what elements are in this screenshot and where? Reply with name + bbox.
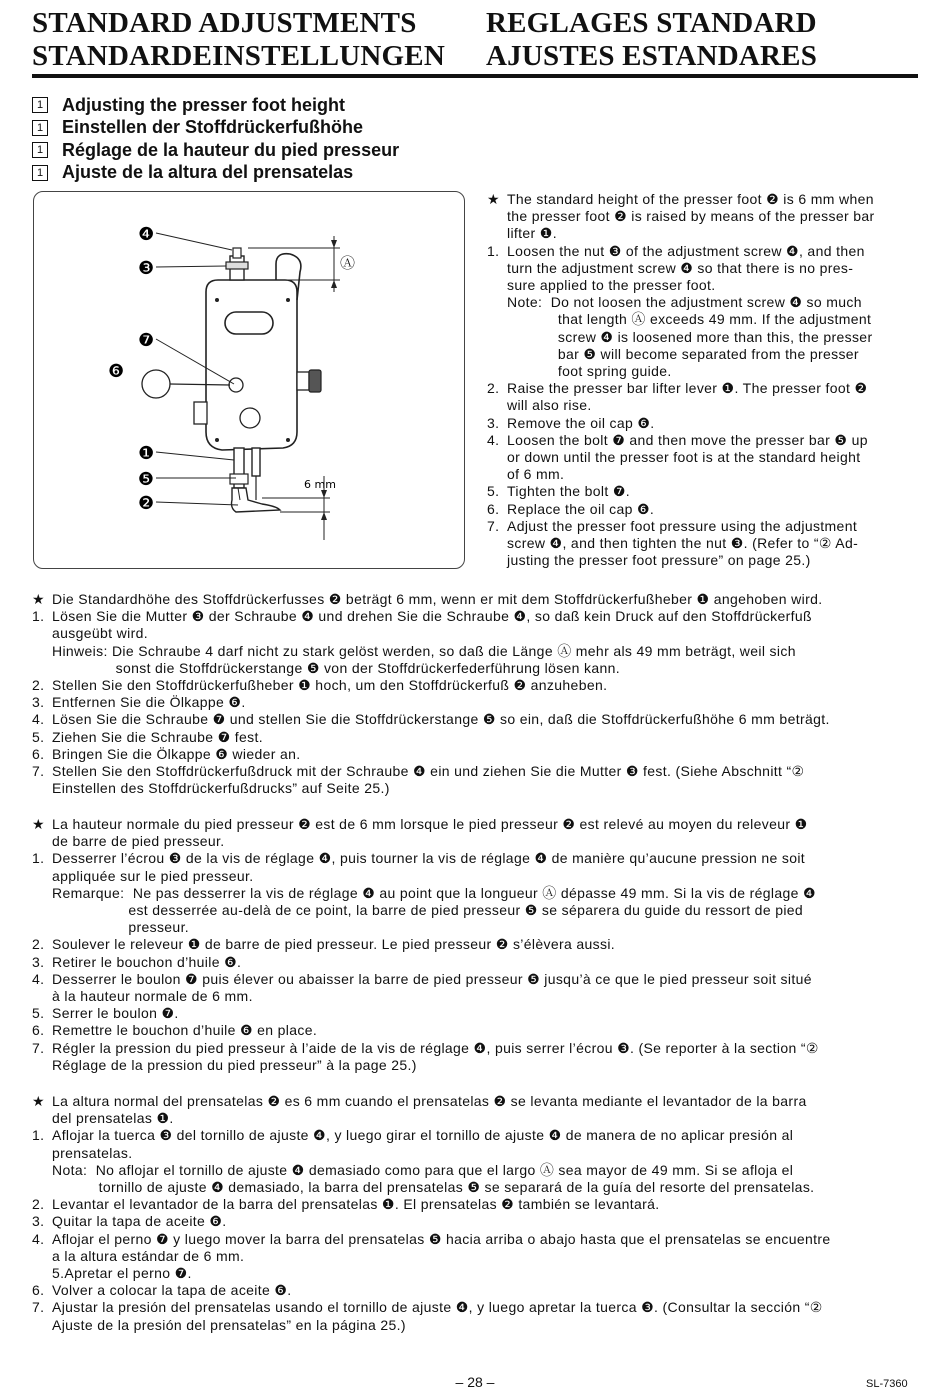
instruction-text: Bringen Sie die Ölkappe ❻ wieder an. bbox=[52, 745, 301, 762]
instruction-line bbox=[32, 711, 932, 728]
instruction-line bbox=[32, 694, 932, 711]
title-fr: Réglage de la hauteur du pied presseur bbox=[62, 139, 400, 160]
instruction-line bbox=[32, 1057, 932, 1074]
instruction-text: Loosen the nut ❸ of the adjustment screw ❹, and then bbox=[507, 242, 865, 259]
instruction-line bbox=[32, 591, 932, 608]
instruction-text: Lösen Sie die Mutter ❸ der Schraube ❹ und drehen Sie die Schraube ❹, so daß kein Druck auf den Stoffdrückerfuß bbox=[52, 608, 812, 625]
step-marker: 3. bbox=[32, 694, 45, 711]
instruction-line bbox=[487, 243, 927, 260]
instruction-line bbox=[32, 936, 932, 953]
step-marker: 5. bbox=[32, 1005, 45, 1022]
instruction-line bbox=[32, 643, 932, 660]
instruction-text: Stellen Sie den Stoffdrückerfußdruck mit der Schraube ❹ ein und ziehen Sie die Mutter ❸ fest. (Siehe Abschnitt “② bbox=[52, 763, 805, 780]
instruction-text: Réglage de la pression du pied presseur” à la page 25.) bbox=[52, 1056, 417, 1073]
instruction-text: prensatelas. bbox=[52, 1144, 133, 1161]
step-marker: 4. bbox=[32, 1230, 45, 1247]
section-number-box: 1 bbox=[32, 120, 48, 136]
instruction-text: Stellen Sie den Stoffdrückerfußheber ❶ hoch, um den Stoffdrückerfuß ❷ anzuheben. bbox=[52, 677, 608, 694]
instruction-text: Aflojar el perno ❼ y luego mover la barra del prensatelas ❺ hacia arriba o abajo hasta que el prensatelas se encuentre bbox=[52, 1230, 831, 1247]
step-marker: ★ bbox=[487, 191, 500, 207]
instruction-text: that length Ⓐ exceeds 49 mm. If the adjustment bbox=[507, 311, 872, 328]
dimension-6mm-label: 6 mm bbox=[304, 478, 336, 491]
instruction-text: Remarque: Ne pas desserrer la vis de réglage ❹ au point que la longueur Ⓐ dépasse 49 mm. Si la vis de réglage ❹ bbox=[52, 884, 816, 901]
title-en: Adjusting the presser foot height bbox=[62, 94, 346, 115]
step-marker: 1. bbox=[32, 850, 45, 867]
section-number-box: 1 bbox=[32, 97, 48, 113]
instruction-line bbox=[32, 868, 932, 885]
instruction-line bbox=[32, 1248, 932, 1265]
instruction-line bbox=[487, 501, 927, 518]
instruction-line bbox=[32, 885, 932, 902]
step-marker: ★ bbox=[32, 1093, 45, 1109]
instruction-text: screw ❹ is loosened more than this, the presser bbox=[507, 328, 873, 345]
step-marker: 2. bbox=[32, 677, 45, 694]
instruction-text: Ajustar la presión del prensatelas usando el tornillo de ajuste ❹, y luego apretar la tuerca ❸. (Consultar la sección “② bbox=[52, 1299, 823, 1316]
instruction-text: Quitar la tapa de aceite ❻. bbox=[52, 1213, 227, 1230]
instructions-spanish bbox=[32, 1093, 932, 1334]
instruction-text: Régler la pression du pied presseur à l’aide de la vis de réglage ❹, puis serrer l’écrou ❸. (Se reporter à la section “② bbox=[52, 1039, 819, 1056]
step-marker: 5. bbox=[487, 483, 500, 500]
instruction-line bbox=[32, 660, 932, 677]
instructions-english bbox=[487, 191, 927, 569]
instruction-text: Entfernen Sie die Ölkappe ❻. bbox=[52, 694, 246, 711]
step-marker: 3. bbox=[487, 414, 500, 431]
step-marker: 7. bbox=[32, 1039, 45, 1056]
title-es: Ajuste de la altura del prensatelas bbox=[62, 162, 354, 183]
instruction-line bbox=[487, 415, 927, 432]
instruction-line bbox=[487, 294, 927, 311]
step-marker: 4. bbox=[32, 711, 45, 728]
callout-1: ❶ bbox=[138, 443, 155, 464]
instruction-text: ausgeübt wird. bbox=[52, 625, 148, 642]
instruction-text: Aflojar la tuerca ❸ del tornillo de ajuste ❹, y luego girar el tornillo de ajuste ❹ de manera de no aplicar presión al bbox=[52, 1127, 794, 1144]
instruction-line bbox=[487, 483, 927, 500]
header-es: AJUSTES ESTANDARES bbox=[486, 40, 818, 72]
step-marker: 7. bbox=[32, 763, 45, 780]
instruction-line bbox=[487, 363, 927, 380]
section-number-box: 1 bbox=[32, 142, 48, 158]
instruction-line bbox=[32, 954, 932, 971]
instruction-text: Tighten the bolt ❼. bbox=[507, 483, 630, 500]
instruction-text: Retirer le bouchon d’huile ❻. bbox=[52, 953, 242, 970]
instruction-text: sonst die Stoffdrückerstange ❺ von der Stoffdrückerfederführung lösen kann. bbox=[52, 659, 621, 676]
callout-6: ❻ bbox=[108, 361, 125, 382]
step-marker: 7. bbox=[32, 1299, 45, 1316]
instruction-line bbox=[32, 1145, 932, 1162]
instruction-text: justing the presser foot pressure” on page 25.) bbox=[507, 552, 811, 569]
step-marker: 3. bbox=[32, 953, 45, 970]
instruction-text: appliquée sur le pied presseur. bbox=[52, 867, 254, 884]
instruction-text: Soulever le releveur ❶ de barre de pied presseur. Le pied presseur ❷ s’élèvera aussi. bbox=[52, 936, 616, 953]
instruction-line bbox=[32, 1127, 932, 1144]
step-marker: 6. bbox=[32, 1022, 45, 1039]
instruction-line bbox=[32, 1196, 932, 1213]
instructions-german bbox=[32, 591, 932, 797]
instruction-text: Desserrer l’écrou ❸ de la vis de réglage ❹, puis tourner la vis de réglage ❹ de manière qu’aucune pression ne soit bbox=[52, 850, 806, 867]
instruction-text: Hinweis: Die Schraube 4 darf nicht zu stark gelöst werden, so daß die Länge Ⓐ mehr als 49 mm beträgt, weil sich bbox=[52, 642, 796, 659]
instruction-line bbox=[32, 677, 932, 694]
instruction-text: Adjust the presser foot pressure using the adjustment bbox=[507, 517, 858, 534]
instruction-text: Remove the oil cap ❻. bbox=[507, 414, 655, 431]
instruction-line bbox=[32, 988, 932, 1005]
instruction-line bbox=[487, 225, 927, 242]
instruction-line bbox=[32, 902, 932, 919]
instruction-line bbox=[487, 535, 927, 552]
instruction-text: tornillo de ajuste ❹ demasiado, la barra del prensatelas ❺ se separará de la guía del resorte del prensatelas. bbox=[52, 1179, 815, 1196]
instruction-text: Nota: No aflojar el tornillo de ajuste ❹ demasiado como para que el largo Ⓐ sea mayor de 49 mm. Si se afloja el bbox=[52, 1161, 794, 1178]
step-marker: ★ bbox=[32, 591, 45, 607]
instruction-line bbox=[32, 971, 932, 988]
callout-5: ❺ bbox=[138, 469, 155, 490]
instruction-text: La hauteur normale du pied presseur ❷ est de 6 mm lorsque le pied presseur ❷ est relevé au moyen du releveur ❶ bbox=[52, 816, 808, 832]
instruction-text: Remettre le bouchon d’huile ❻ en place. bbox=[52, 1022, 318, 1039]
instruction-line bbox=[32, 608, 932, 625]
instruction-text: bar ❺ will become separated from the presser bbox=[507, 345, 859, 362]
header-fr: REGLAGES STANDARD bbox=[486, 7, 817, 39]
instruction-text: or down until the presser foot is at the standard height bbox=[507, 449, 861, 466]
step-marker: 2. bbox=[32, 936, 45, 953]
instruction-line bbox=[32, 780, 932, 797]
instruction-line bbox=[487, 432, 927, 449]
instruction-line bbox=[487, 346, 927, 363]
instruction-text: Ajuste de la presión del prensatelas” en la página 25.) bbox=[52, 1316, 406, 1333]
callout-2: ❷ bbox=[138, 493, 155, 514]
model-number: SL-7360 bbox=[866, 1378, 908, 1390]
instruction-line bbox=[32, 816, 932, 833]
instruction-text: sure applied to the presser foot. bbox=[507, 277, 716, 294]
instruction-line bbox=[32, 746, 932, 763]
callout-4: ❹ bbox=[138, 224, 155, 245]
instruction-text: Note: Do not loosen the adjustment screw ❹ so much bbox=[507, 294, 862, 311]
instruction-line bbox=[32, 1231, 932, 1248]
step-marker: 4. bbox=[32, 970, 45, 987]
instruction-line bbox=[32, 1022, 932, 1039]
instruction-line bbox=[487, 191, 927, 208]
instruction-text: Raise the presser bar lifter lever ❶. The presser foot ❷ bbox=[507, 380, 868, 397]
step-marker: 5. bbox=[32, 728, 45, 745]
header-de: STANDARDEINSTELLUNGEN bbox=[32, 40, 445, 72]
step-marker: 4. bbox=[487, 431, 500, 448]
step-marker: 2. bbox=[487, 380, 500, 397]
instructions-french bbox=[32, 816, 932, 1074]
instruction-line bbox=[32, 1005, 932, 1022]
step-marker: 1. bbox=[32, 1127, 45, 1144]
callout-7: ❼ bbox=[138, 330, 155, 351]
dimension-a-label: Ⓐ bbox=[340, 254, 356, 272]
instruction-text: Replace the oil cap ❻. bbox=[507, 500, 655, 517]
instruction-line bbox=[32, 625, 932, 642]
instruction-line bbox=[487, 518, 927, 535]
instruction-line bbox=[32, 1040, 932, 1057]
instruction-text: a la altura estándar de 6 mm. bbox=[52, 1247, 245, 1264]
instruction-text: Levantar el levantador de la barra del prensatelas ❶. El prensatelas ❷ también se levantará. bbox=[52, 1196, 660, 1213]
instruction-line bbox=[32, 1282, 932, 1299]
instruction-text: will also rise. bbox=[507, 397, 592, 414]
instruction-text: screw ❹, and then tighten the nut ❸. (Refer to “② Ad- bbox=[507, 535, 859, 552]
instruction-line bbox=[32, 1179, 932, 1196]
instruction-text: del prensatelas ❶. bbox=[52, 1110, 174, 1127]
instruction-line bbox=[487, 260, 927, 277]
step-marker: 7. bbox=[487, 517, 500, 534]
instruction-line bbox=[32, 1162, 932, 1179]
instruction-text: La altura normal del prensatelas ❷ es 6 mm cuando el prensatelas ❷ se levanta mediante el levantador de la barra bbox=[52, 1093, 807, 1109]
step-marker: ★ bbox=[32, 816, 45, 832]
instruction-line bbox=[32, 850, 932, 867]
instruction-text: the presser foot ❷ is raised by means of the presser bar bbox=[507, 208, 875, 225]
instruction-line bbox=[487, 311, 927, 328]
instruction-line bbox=[32, 1093, 932, 1110]
instruction-text: of 6 mm. bbox=[507, 466, 565, 483]
instruction-line bbox=[487, 552, 927, 569]
instruction-text: Volver a colocar la tapa de aceite ❻. bbox=[52, 1282, 292, 1299]
instruction-line bbox=[32, 1110, 932, 1127]
instruction-line bbox=[487, 380, 927, 397]
step-marker: 1. bbox=[32, 608, 45, 625]
instruction-line bbox=[487, 208, 927, 225]
instruction-text: presseur. bbox=[52, 919, 190, 936]
instruction-text: The standard height of the presser foot ❷ is 6 mm when bbox=[507, 191, 874, 207]
instruction-line bbox=[487, 466, 927, 483]
instruction-text: foot spring guide. bbox=[507, 363, 672, 380]
instruction-line bbox=[32, 763, 932, 780]
instruction-line bbox=[32, 1213, 932, 1230]
page-number: – 28 – bbox=[455, 1374, 495, 1390]
instruction-text: est desserrée au-delà de ce point, la barre de pied presseur ❺ se séparera du guide du ressort de pied bbox=[52, 902, 804, 919]
instruction-line bbox=[487, 449, 927, 466]
instruction-text: Lösen Sie die Schraube ❼ und stellen Sie die Stoffdrückerstange ❺ so ein, daß die Stoffdrückerfußhöhe 6 mm beträgt. bbox=[52, 711, 830, 728]
instruction-text: Loosen the bolt ❼ and then move the presser bar ❺ up bbox=[507, 431, 868, 448]
step-marker: 6. bbox=[487, 500, 500, 517]
instruction-text: Einstellen des Stoffdrückerfußdrucks” auf Seite 25.) bbox=[52, 780, 390, 797]
instruction-text: Die Standardhöhe des Stoffdrückerfusses ❷ beträgt 6 mm, wenn er mit dem Stoffdrückerfußheber ❶ angehoben wird. bbox=[52, 591, 823, 607]
step-marker: 6. bbox=[32, 1282, 45, 1299]
step-marker: 3. bbox=[32, 1213, 45, 1230]
instruction-text: Ziehen Sie die Schraube ❼ fest. bbox=[52, 728, 263, 745]
instruction-line bbox=[32, 729, 932, 746]
instruction-line bbox=[487, 277, 927, 294]
instruction-text: lifter ❶. bbox=[507, 225, 557, 242]
instruction-line bbox=[32, 833, 932, 850]
instruction-text: Serrer le boulon ❼. bbox=[52, 1005, 179, 1022]
header-en: STANDARD ADJUSTMENTS bbox=[32, 7, 417, 39]
step-marker: 1. bbox=[487, 242, 500, 259]
instruction-text: Desserrer le boulon ❼ puis élever ou abaisser la barre de pied presseur ❺ jusqu’à ce que le pied presseur soit situé bbox=[52, 970, 812, 987]
section-number-box: 1 bbox=[32, 165, 48, 181]
instruction-line bbox=[32, 1299, 932, 1316]
instruction-text: 5.Apretar el perno ❼. bbox=[52, 1265, 192, 1282]
step-marker: 6. bbox=[32, 745, 45, 762]
title-de: Einstellen der Stoffdrückerfußhöhe bbox=[62, 117, 364, 138]
instruction-line bbox=[487, 329, 927, 346]
step-marker: 2. bbox=[32, 1196, 45, 1213]
instruction-line bbox=[32, 919, 932, 936]
instruction-line bbox=[487, 397, 927, 414]
instruction-line bbox=[32, 1317, 932, 1334]
instruction-text: turn the adjustment screw ❹ so that there is no pres- bbox=[507, 259, 854, 276]
instruction-line bbox=[32, 1265, 932, 1282]
instruction-text: de barre de pied presseur. bbox=[52, 833, 225, 850]
instruction-text: à la hauteur normale de 6 mm. bbox=[52, 988, 253, 1005]
callout-3: ❸ bbox=[138, 258, 155, 279]
